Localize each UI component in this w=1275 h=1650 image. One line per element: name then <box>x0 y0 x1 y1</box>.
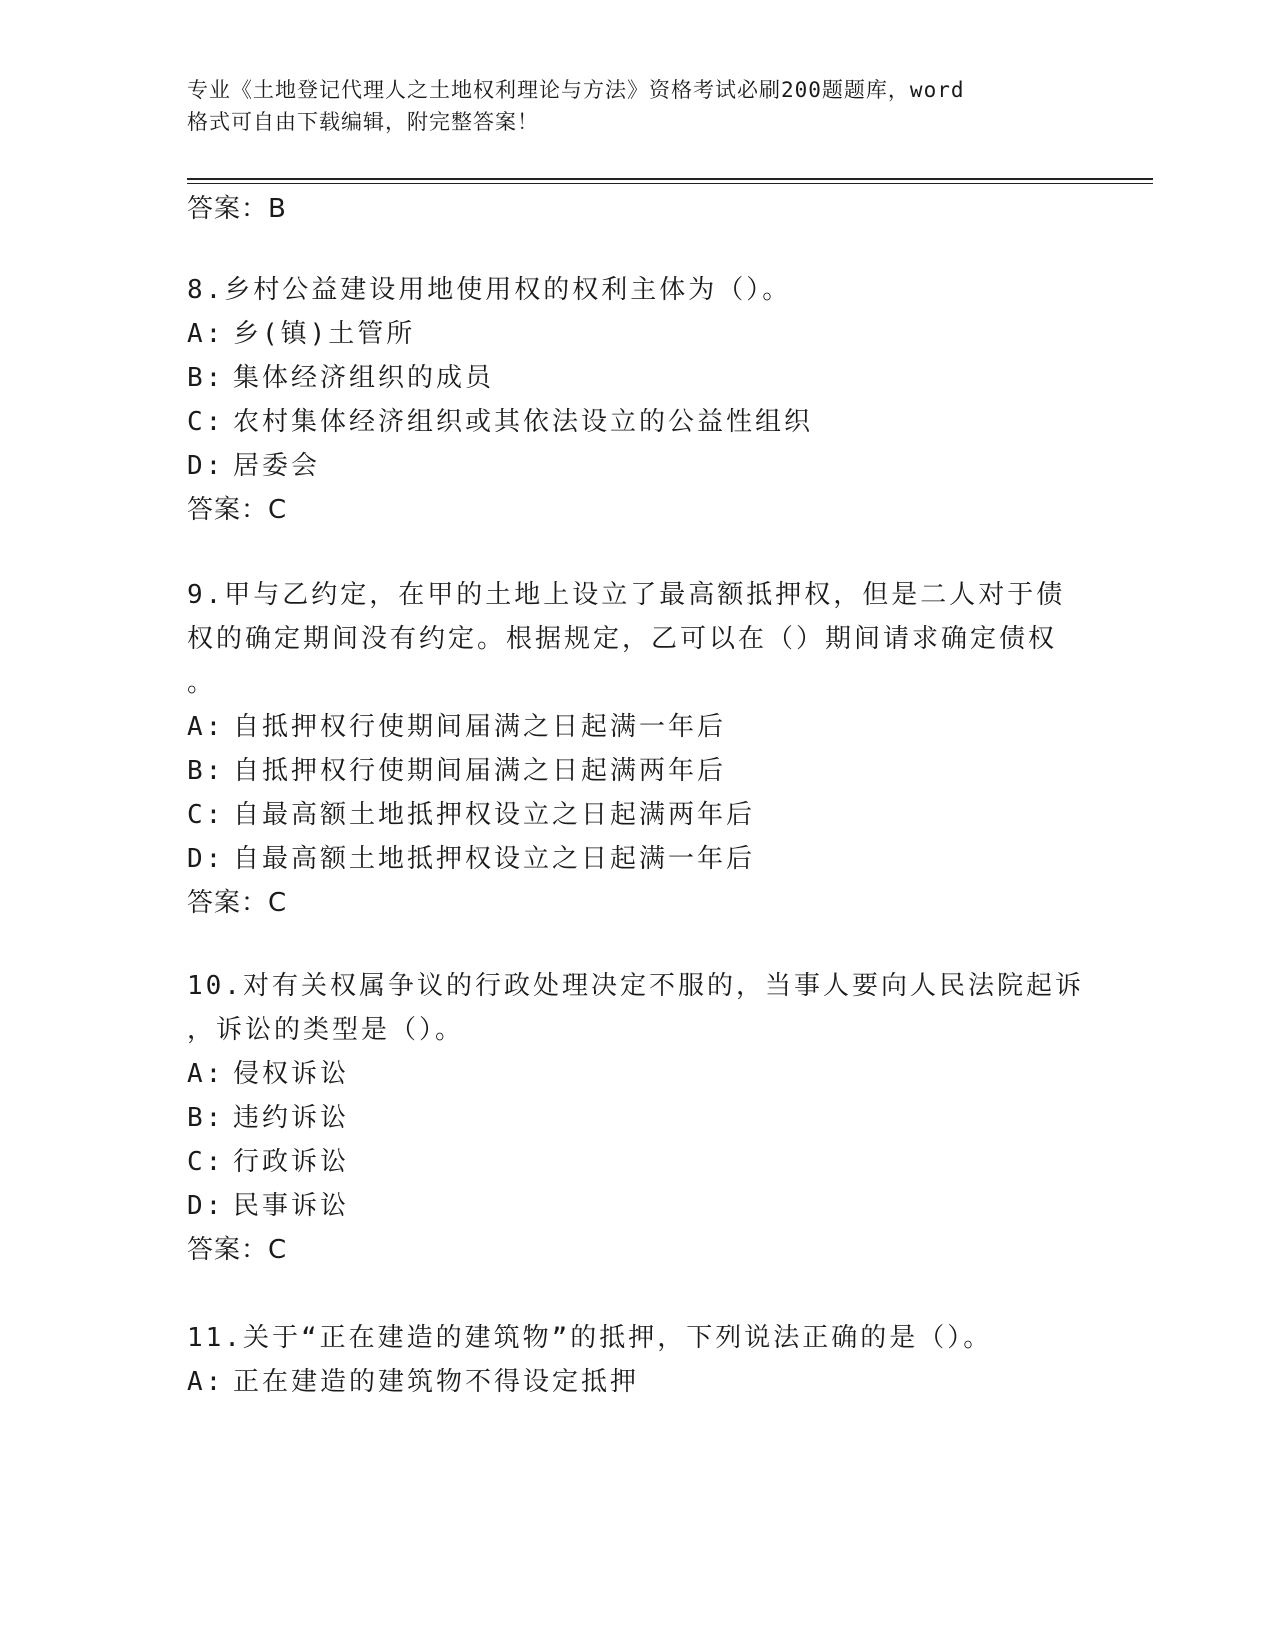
q8-option-a <box>187 317 415 351</box>
q10-stem-line-1: 10.对有关权属争议的行政处理决定不服的，当事人要向人民法院起诉 <box>187 971 1084 1001</box>
option-text: 自抵押权行使期间届满之日起满两年后 <box>233 756 727 786</box>
option-text: 行政诉讼 <box>233 1147 350 1177</box>
option-text: 自最高额土地抵押权设立之日起满一年后 <box>233 844 756 874</box>
header-rule-thin <box>187 183 1153 184</box>
option-text: 民事诉讼 <box>233 1191 350 1221</box>
q11-stem: 11.关于“正在建造的建筑物”的抵押，下列说法正确的是（）。 <box>187 1323 993 1353</box>
option-letter: D: <box>187 451 225 481</box>
option-letter: D: <box>187 1191 225 1221</box>
q10-stem-line-2: ，诉讼的类型是（）。 <box>187 1015 465 1045</box>
q9-option-d <box>187 842 755 876</box>
q9-stem-line-1: 9.甲与乙约定，在甲的土地上设立了最高额抵押权，但是二人对于债 <box>187 580 1066 610</box>
header-line-2: 格式可自由下载编辑，附完整答案！ <box>187 110 539 134</box>
q8-stem: 8.乡村公益建设用地使用权的权利主体为（）。 <box>187 275 792 305</box>
option-text: 违约诉讼 <box>233 1103 350 1133</box>
q9-option-b <box>187 754 726 788</box>
q10-option-c <box>187 1145 349 1179</box>
q9-stem-line-3: 。 <box>187 668 217 698</box>
option-letter: D: <box>187 844 225 874</box>
option-text: 自最高额土地抵押权设立之日起满两年后 <box>233 800 756 830</box>
q8-answer: 答案：C <box>187 495 288 525</box>
header-line-1: 专业《土地登记代理人之土地权利理论与方法》资格考试必刷200题题库，word <box>187 78 965 102</box>
q10-option-d <box>187 1189 349 1223</box>
option-letter: A: <box>187 1059 225 1089</box>
option-text: 正在建造的建筑物不得设定抵押 <box>233 1367 640 1397</box>
option-letter: C: <box>187 1147 225 1177</box>
document-header <box>187 74 1087 138</box>
q10-option-a <box>187 1057 349 1091</box>
option-text: 侵权诉讼 <box>233 1059 350 1089</box>
option-letter: A: <box>187 319 225 349</box>
q8-option-d <box>187 449 320 483</box>
option-letter: C: <box>187 407 225 437</box>
option-letter: B: <box>187 363 225 393</box>
option-letter: B: <box>187 756 225 786</box>
option-text: 农村集体经济组织或其依法设立的公益性组织 <box>233 407 814 437</box>
q9-stem-line-2: 权的确定期间没有约定。根据规定，乙可以在（）期间请求确定债权 <box>187 624 1058 654</box>
option-letter: A: <box>187 712 225 742</box>
option-text: 乡(镇)土管所 <box>233 319 416 349</box>
option-letter: C: <box>187 800 225 830</box>
option-text: 自抵押权行使期间届满之日起满一年后 <box>233 712 727 742</box>
option-letter: A: <box>187 1367 225 1397</box>
q8-option-b <box>187 361 494 395</box>
q10-option-b <box>187 1101 349 1135</box>
q11-option-a <box>187 1365 639 1399</box>
q9-option-c <box>187 798 755 832</box>
q9-answer: 答案：C <box>187 888 288 918</box>
q9-option-a <box>187 710 726 744</box>
option-text: 集体经济组织的成员 <box>233 363 495 393</box>
q8-option-c <box>187 405 813 439</box>
option-letter: B: <box>187 1103 225 1133</box>
header-rule-thick <box>187 178 1153 180</box>
option-text: 居委会 <box>233 451 321 481</box>
previous-answer: 答案：B <box>187 194 287 224</box>
q10-answer: 答案：C <box>187 1235 288 1265</box>
